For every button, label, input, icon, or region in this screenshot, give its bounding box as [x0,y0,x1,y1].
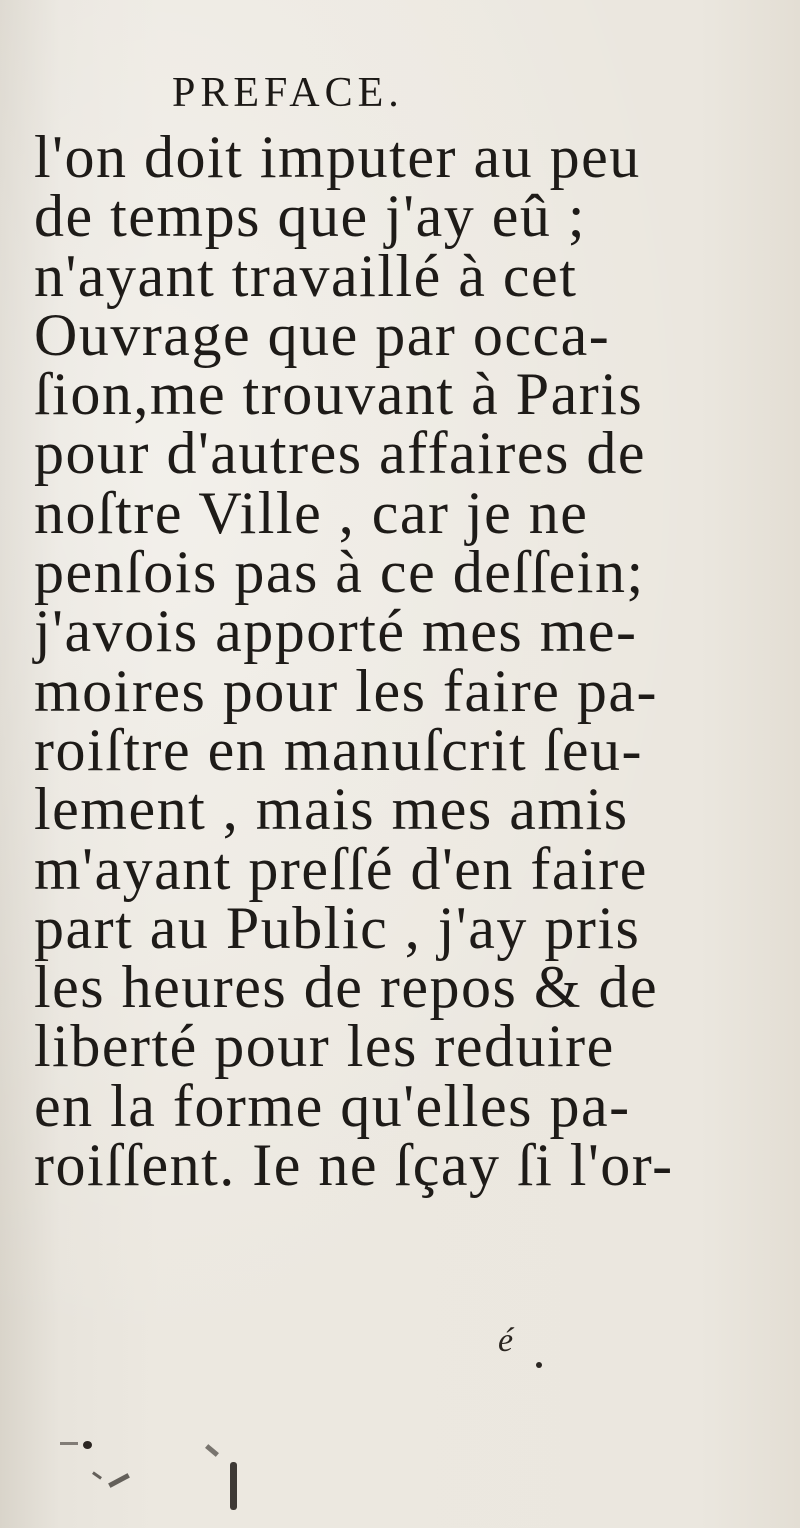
ink-speck [205,1444,219,1457]
text-line: roiſtre en manuſcrit ſeu- [34,716,643,783]
ink-speck [230,1462,237,1510]
text-line: l'on doit imputer au peu [34,124,641,190]
text-line: j'avois apporté mes me- [34,598,638,665]
text-line: lement , mais mes amis [34,776,629,843]
text-line: n'ayant travaillé à cet [34,242,578,309]
ink-speck [92,1471,102,1479]
text-line: part au Public , j'ay pris [34,894,641,961]
text-line: ſion,me trouvant à Paris [34,361,644,428]
body-text [34,124,754,1199]
text-line: en la forme qu'elles pa- [34,1072,631,1139]
text-line: moires pour les faire pa- [34,657,658,724]
text-line: pour d'autres affaires de [34,420,646,487]
ink-speck [60,1442,78,1445]
text-line: Ouvrage que par occa- [34,301,611,368]
ink-speck [83,1441,92,1449]
text-line: penſois pas à ce deſſein; [34,539,645,606]
text-line: de temps que j'ay eû ; [34,183,586,250]
text-line: m'ayant preſſé d'en faire [34,835,648,902]
text-line: roiſſent. Ie ne ſçay ſi l'or- [34,1132,674,1199]
text-line: les heures de repos & de [34,954,659,1021]
text-line: noſtre Ville , car je ne [34,479,589,546]
page-header: PREFACE. [172,70,404,116]
text-line: liberté pour les reduire [34,1013,615,1080]
signature-mark: é [498,1322,514,1359]
ink-speck [536,1362,542,1368]
ink-speck [108,1473,130,1488]
